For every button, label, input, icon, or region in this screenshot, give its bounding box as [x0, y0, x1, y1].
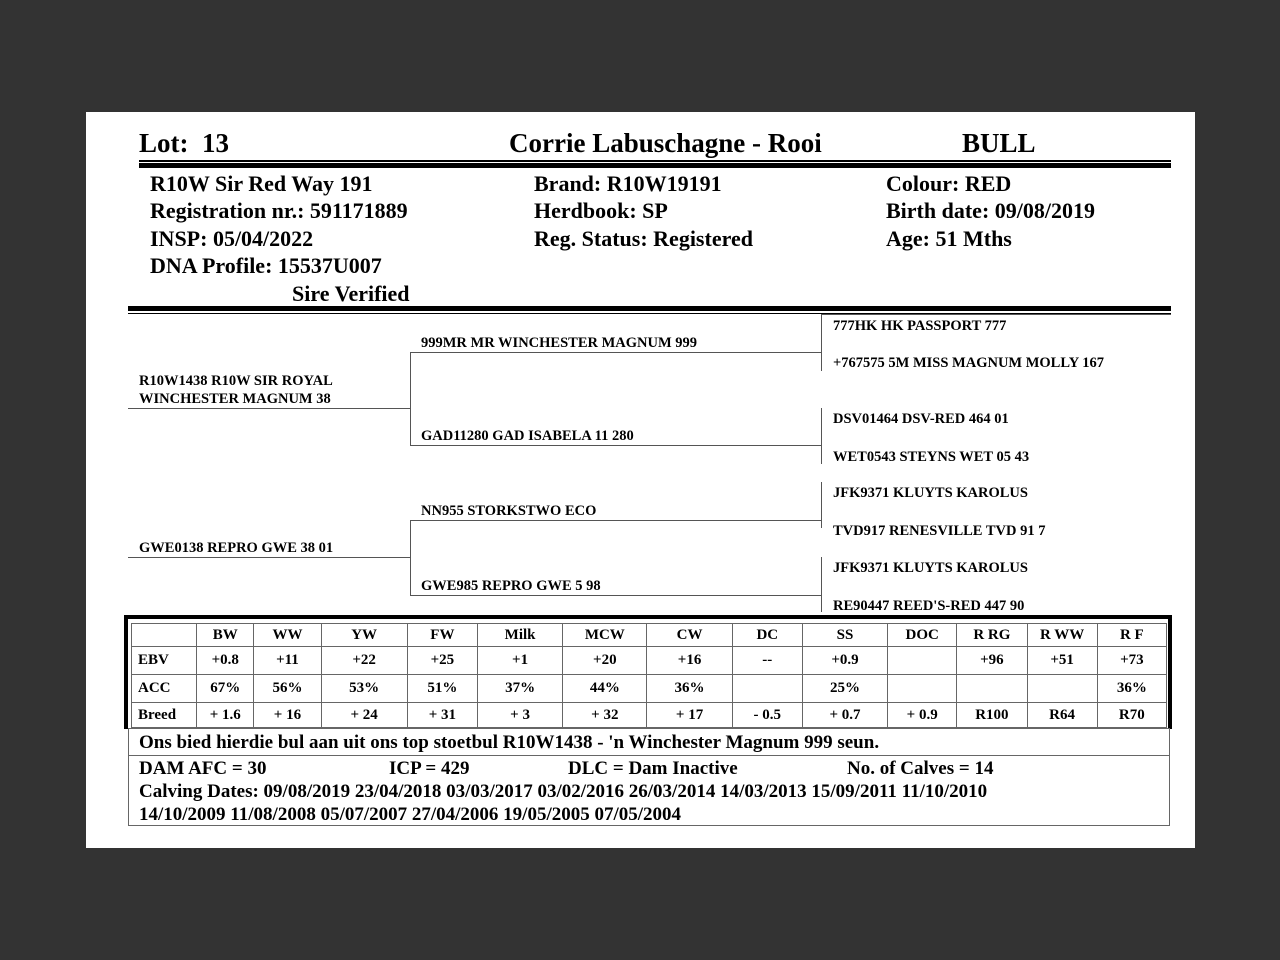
ebv-header-cell: FW — [407, 624, 477, 647]
acc-cell: 56% — [254, 675, 321, 703]
ebv-cell: +0.9 — [802, 647, 887, 675]
pedigree-dam-sire: NN955 STORKSTWO ECO — [421, 503, 597, 519]
pedigree-bracket — [410, 520, 411, 595]
sale-comment: Ons bied hierdie bul aan uit ons top stoetbul R10W1438 - 'n Winchester Magnum 999 seun. — [139, 732, 880, 753]
ebv-header-cell: DOC — [888, 624, 957, 647]
ebv-cell: +0.8 — [197, 647, 254, 675]
ebv-header-cell: R F — [1097, 624, 1166, 647]
ebv-header-cell: SS — [802, 624, 887, 647]
breed-cell: + 31 — [407, 703, 477, 728]
pedigree-line — [128, 557, 410, 558]
lot-number: 13 — [202, 128, 229, 158]
comment-box — [128, 728, 1170, 826]
ebv-cell: +11 — [254, 647, 321, 675]
ebv-header-cell: YW — [321, 624, 407, 647]
header-rule-thick — [139, 163, 1171, 168]
ebv-row — [132, 647, 1167, 675]
breed-cell: R64 — [1027, 703, 1097, 728]
ebv-cell: +16 — [647, 647, 732, 675]
sire-verified: Sire Verified — [292, 281, 410, 306]
pedigree-line — [821, 314, 1171, 315]
breed-cell: + 24 — [321, 703, 407, 728]
ebv-row-label: EBV — [132, 647, 197, 675]
lot-sheet — [86, 112, 1195, 848]
pedigree-bracket — [821, 557, 822, 612]
acc-cell — [957, 675, 1027, 703]
pedigree-line — [410, 595, 821, 596]
breed-cell: R100 — [957, 703, 1027, 728]
breed-cell: R70 — [1097, 703, 1166, 728]
pedigree-dam: GWE0138 REPRO GWE 38 01 — [139, 540, 334, 556]
dam-calves-count: No. of Calves = 14 — [847, 758, 994, 779]
ebv-header-cell: R RG — [957, 624, 1027, 647]
breed-row — [132, 703, 1167, 728]
pedigree-ggp-2: +767575 5M MISS MAGNUM MOLLY 167 — [833, 355, 1105, 371]
pedigree-sire-dam: GAD11280 GAD ISABELA 11 280 — [421, 428, 634, 444]
acc-cell: 37% — [477, 675, 562, 703]
seller-name: Corrie Labuschagne - Rooi — [509, 128, 822, 158]
breed-cell: + 32 — [563, 703, 647, 728]
acc-cell — [888, 675, 957, 703]
breed-cell: + 17 — [647, 703, 732, 728]
dam-icp: ICP = 429 — [389, 758, 470, 779]
breed-cell: + 16 — [254, 703, 321, 728]
pedigree-bracket — [410, 352, 411, 446]
birth-date: Birth date: 09/08/2019 — [886, 198, 1095, 223]
ebv-header-cell: MCW — [563, 624, 647, 647]
calving-dates-line2: 14/10/2009 11/08/2008 05/07/2007 27/04/2006 19/05/2005 07/05/2004 — [139, 804, 682, 825]
calving-dates-line1: Calving Dates: 09/08/2019 23/04/2018 03/03/2017 03/02/2016 26/03/2014 14/03/2013 15/09/2011 11/10/2010 — [139, 781, 988, 802]
herdbook: Herdbook: SP — [534, 198, 668, 223]
lot-label — [139, 128, 229, 159]
acc-row-label: ACC — [132, 675, 197, 703]
breed-cell: + 1.6 — [197, 703, 254, 728]
ebv-table — [131, 623, 1167, 728]
ebv-cell: +22 — [321, 647, 407, 675]
registration-number: Registration nr.: 591171889 — [150, 198, 408, 223]
pedigree-ggp-5: JFK9371 KLUYTS KAROLUS — [833, 485, 1028, 501]
acc-cell: 67% — [197, 675, 254, 703]
acc-cell — [1027, 675, 1097, 703]
ebv-cell: +51 — [1027, 647, 1097, 675]
animal-name: R10W Sir Red Way 191 — [150, 171, 373, 196]
pedigree-ggp-4: WET0543 STEYNS WET 05 43 — [833, 449, 1030, 465]
colour: Colour: RED — [886, 171, 1012, 196]
ebv-header-cell: DC — [732, 624, 802, 647]
acc-cell: 53% — [321, 675, 407, 703]
pedigree-bracket — [821, 482, 822, 528]
ebv-header-cell: WW — [254, 624, 321, 647]
info-rule-thick — [128, 306, 1171, 311]
ebv-cell — [888, 647, 957, 675]
ebv-header-cell: BW — [197, 624, 254, 647]
pedigree-ggp-6: TVD917 RENESVILLE TVD 91 7 — [833, 523, 1046, 539]
lot-label-text: Lot: — [139, 128, 189, 158]
header-rule-thin — [139, 160, 1171, 162]
ebv-header-cell: CW — [647, 624, 732, 647]
ebv-table-frame — [124, 615, 1172, 729]
pedigree-bracket — [821, 408, 822, 464]
registration-status: Reg. Status: Registered — [534, 226, 753, 251]
ebv-header-cell: R WW — [1027, 624, 1097, 647]
acc-cell: 51% — [407, 675, 477, 703]
pedigree-ggp-7: JFK9371 KLUYTS KAROLUS — [833, 560, 1028, 576]
acc-cell: 36% — [1097, 675, 1166, 703]
brand: Brand: R10W19191 — [534, 171, 722, 196]
acc-row — [132, 675, 1167, 703]
comment-separator — [129, 755, 1169, 756]
ebv-cell: +25 — [407, 647, 477, 675]
pedigree-line — [410, 445, 821, 446]
breed-cell: + 3 — [477, 703, 562, 728]
breed-cell: - 0.5 — [732, 703, 802, 728]
breed-cell: + 0.7 — [802, 703, 887, 728]
inspection-date: INSP: 05/04/2022 — [150, 226, 314, 251]
pedigree-dam-dam: GWE985 REPRO GWE 5 98 — [421, 578, 601, 594]
pedigree-sire-sire: 999MR MR WINCHESTER MAGNUM 999 — [421, 335, 698, 351]
ebv-header-cell: Milk — [477, 624, 562, 647]
breed-row-label: Breed — [132, 703, 197, 728]
ebv-cell: +96 — [957, 647, 1027, 675]
breed-cell: + 0.9 — [888, 703, 957, 728]
pedigree-ggp-1: 777HK HK PASSPORT 777 — [833, 318, 1007, 334]
acc-cell — [732, 675, 802, 703]
pedigree-ggp-8: RE90447 REED'S-RED 447 90 — [833, 598, 1025, 614]
dam-afc: DAM AFC = 30 — [139, 758, 267, 779]
pedigree-line — [410, 520, 821, 521]
sex-label: BULL — [962, 128, 1036, 158]
age: Age: 51 Mths — [886, 226, 1012, 251]
pedigree-sire: R10W1438 R10W SIR ROYAL — [139, 373, 333, 389]
pedigree-line — [410, 352, 821, 353]
dna-profile: DNA Profile: 15537U007 — [150, 253, 382, 278]
pedigree-ggp-3: DSV01464 DSV-RED 464 01 — [833, 411, 1009, 427]
acc-cell: 36% — [647, 675, 732, 703]
ebv-header-row — [132, 624, 1167, 647]
pedigree-sire-line2: WINCHESTER MAGNUM 38 — [139, 391, 331, 407]
acc-cell: 44% — [563, 675, 647, 703]
pedigree-line — [128, 408, 410, 409]
ebv-cell: +73 — [1097, 647, 1166, 675]
ebv-cell: +1 — [477, 647, 562, 675]
ebv-header-cell — [132, 624, 197, 647]
acc-cell: 25% — [802, 675, 887, 703]
pedigree-bracket — [821, 314, 822, 371]
ebv-cell: -- — [732, 647, 802, 675]
ebv-cell: +20 — [563, 647, 647, 675]
dam-dlc: DLC = Dam Inactive — [568, 758, 738, 779]
